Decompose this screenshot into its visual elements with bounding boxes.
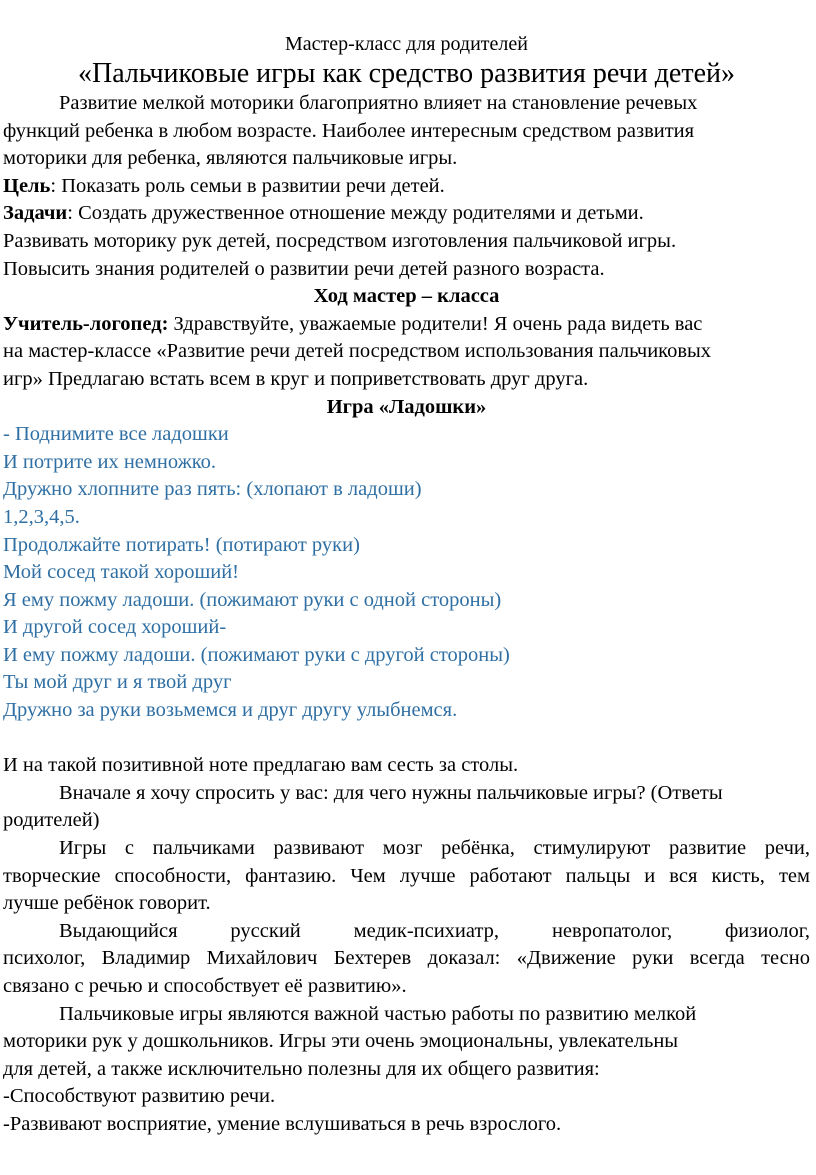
tasks-item: Развивать моторику рук детей, посредством изготовления пальчиковой игры. (3, 229, 677, 252)
tasks-label: Задачи (3, 202, 68, 225)
document-title: «Пальчиковые игры как средство развития речи детей» (77, 58, 736, 89)
game-line: И другой сосед хороший- (3, 616, 227, 639)
tasks-text: : Создать дружественное отношение между родителями и детьми. (67, 202, 644, 225)
game-line: И ему пожму ладоши. (пожимают руки с другой стороны) (3, 643, 510, 666)
game-line: Дружно хлопните раз пять: (хлопают в ладоши) (3, 478, 422, 501)
games-paragraph-line: творческие способности, фантазию. Чем лучше работают пальцы и вся кисть, тем (3, 864, 810, 887)
goal-text: : Показать роль семьи в развитии речи детей. (50, 174, 445, 197)
intro-line: Развитие мелкой моторики благоприятно влияет на становление речевых (59, 92, 698, 114)
game-line: Мой сосед такой хороший! (3, 561, 240, 584)
course-heading: Ход мастер – класса (313, 285, 500, 308)
games-paragraph-line: Игры с пальчиками развивают мозг ребёнка, стимулируют развитие речи, (59, 837, 810, 860)
blank-line (3, 725, 810, 753)
game-line: Я ему пожму ладоши. (пожимают руки с одной стороны) (3, 588, 502, 611)
bullet-item: -Способствуют развитию речи. (3, 1085, 276, 1108)
bekhterev-paragraph-line: психолог, Владимир Михайлович Бехтерев доказал: «Движение руки всегда тесно (3, 947, 810, 970)
question-line: Вначале я хочу спросить у вас: для чего нужны пальчиковые игры? (Ответы (59, 781, 723, 804)
finger-paragraph-line: Пальчиковые игры являются важной частью работы по развитию мелкой (59, 1002, 697, 1025)
finger-paragraph-line: для детей, а также исключительно полезны для их общего развития: (3, 1057, 600, 1080)
document-subtitle: Мастер-класс для родителей (285, 33, 528, 55)
goal-label: Цель (3, 174, 51, 197)
game-line: - Поднимите все ладошки (3, 423, 229, 446)
game-line: И потрите их немножко. (3, 450, 217, 473)
tasks-item: Повысить знания родителей о развитии речи детей разного возраста. (3, 257, 605, 280)
intro-line: моторики для ребенка, являются пальчиковые игры. (3, 147, 458, 170)
tasks-line (3, 200, 810, 228)
teacher-line (3, 311, 810, 339)
teacher-text: Здравствуйте, уважаемые родители! Я очень рада видеть вас (168, 312, 703, 335)
teacher-line: игр» Предлагаю встать всем в круг и поприветствовать друг друга. (3, 367, 589, 390)
after-game-line: И на такой позитивной ноте предлагаю вам сесть за столы. (3, 754, 519, 777)
game-line: Ты мой друг и я твой друг (3, 671, 232, 694)
games-paragraph-line: лучше ребёнок говорит. (3, 892, 211, 915)
teacher-label: Учитель-логопед: (3, 312, 169, 335)
game-line: Продолжайте потирать! (потирают руки) (3, 533, 360, 556)
game-line: Дружно за руки возьмемся и друг другу улыбнемся. (3, 699, 458, 722)
finger-paragraph-line: моторики рук у дошкольников. Игры эти очень эмоциональны, увлекательны (3, 1030, 679, 1053)
teacher-line: на мастер-классе «Развитие речи детей посредством использования пальчиковых (3, 340, 712, 363)
question-line: родителей) (3, 809, 100, 832)
game-heading: Игра «Ладошки» (326, 395, 487, 418)
game-line: 1,2,3,4,5. (3, 505, 80, 528)
bullet-item: -Развивают восприятие, умение вслушиваться в речь взрослого. (3, 1112, 562, 1135)
bekhterev-paragraph-line: связано с речью и способствует её развитию». (3, 975, 407, 997)
goal-line (3, 173, 810, 201)
intro-line: функций ребенка в любом возрасте. Наиболее интересным средством развития (3, 119, 695, 142)
bekhterev-paragraph-line: Выдающийся русский медик-психиатр, невропатолог, физиолог, (59, 919, 810, 942)
